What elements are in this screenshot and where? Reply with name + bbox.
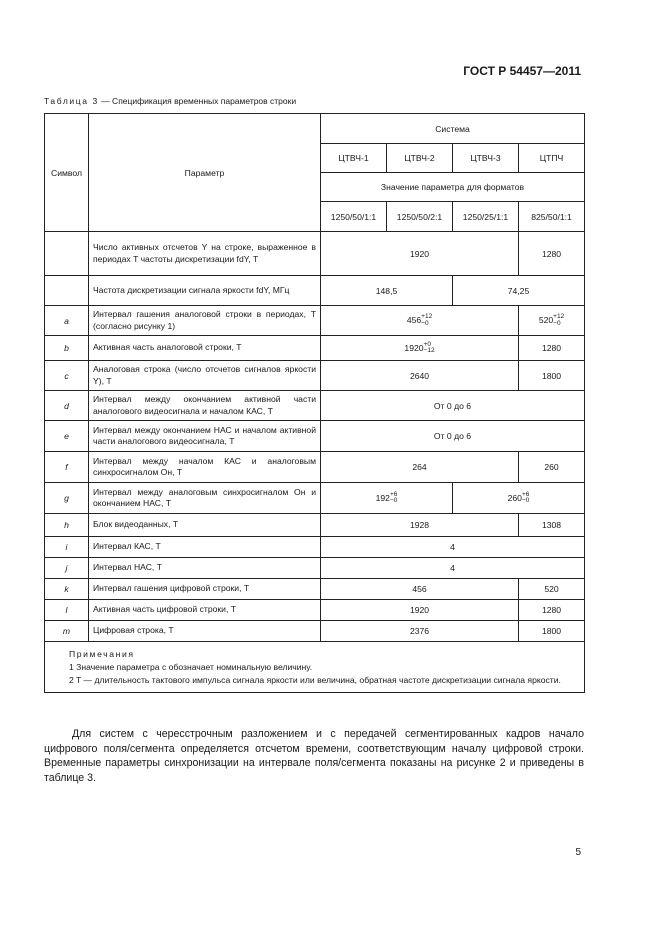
row-value: 4	[321, 537, 585, 558]
row-value: 1920	[321, 232, 519, 276]
row-parameter: Интервал между окончанием НАС и началом активной части аналогового видеосигнала, T	[89, 421, 321, 452]
tolerance-plus: +6	[521, 490, 530, 498]
format-label: 825/50/1:1	[519, 202, 585, 232]
table-row	[45, 391, 585, 421]
table-row	[45, 514, 585, 537]
system-name: ЦТВЧ-2	[387, 144, 453, 173]
row-symbol: j	[45, 558, 89, 579]
table-label: Таблица 3	[44, 96, 99, 106]
row-symbol: f	[45, 452, 89, 483]
tolerance	[424, 342, 435, 355]
row-value: 1920	[321, 600, 519, 621]
row-value	[321, 306, 519, 336]
nominal-value: 192	[375, 492, 390, 503]
header-row-system	[45, 114, 585, 144]
standard-number: ГОСТ Р 54457—2011	[463, 64, 581, 78]
row-value: 264	[321, 452, 519, 483]
row-parameter: Интервал между аналоговым синхросигналом Он и окончанием НАС, T	[89, 483, 321, 514]
row-value	[321, 483, 453, 514]
row-value	[321, 336, 519, 361]
table-row	[45, 276, 585, 306]
table-row	[45, 483, 585, 514]
row-value: От 0 до 6	[321, 421, 585, 452]
parameter-header: Параметр	[89, 114, 321, 232]
table-row	[45, 579, 585, 600]
table-row	[45, 600, 585, 621]
tolerance-plus: +0	[423, 340, 431, 348]
tolerance-plus: +6	[389, 490, 398, 498]
row-value: 1308	[519, 514, 585, 537]
row-symbol: h	[45, 514, 89, 537]
row-parameter: Активная часть цифровой строки, T	[89, 600, 321, 621]
tolerance-minus: −0	[389, 497, 398, 504]
row-symbol: d	[45, 391, 89, 421]
format-label: 1250/50/1:1	[321, 202, 387, 232]
row-symbol: c	[45, 361, 89, 391]
spec-table	[44, 113, 585, 693]
tolerance-minus: −0	[553, 319, 561, 327]
table-row	[45, 621, 585, 642]
row-symbol: l	[45, 600, 89, 621]
row-parameter: Цифровая строка, T	[89, 621, 321, 642]
row-parameter: Интервал гашения цифровой строки, T	[89, 579, 321, 600]
tolerance	[553, 314, 564, 327]
row-symbol: g	[45, 483, 89, 514]
tolerance-minus: −0	[521, 497, 530, 504]
row-value: 520	[519, 579, 585, 600]
row-value: 4	[321, 558, 585, 579]
row-symbol: a	[45, 306, 89, 336]
tolerance-minus: −12	[423, 347, 435, 354]
tolerance-plus: +12	[421, 313, 433, 320]
system-name: ЦТПЧ	[519, 144, 585, 173]
table-row	[45, 232, 585, 276]
body-paragraph	[44, 727, 584, 785]
row-parameter: Частота дискретизации сигнала яркости fdY, МГц	[89, 276, 321, 306]
note-item: 1 Значение параметра c обозначает номинальную величину.	[69, 662, 313, 672]
row-value: 74,25	[453, 276, 585, 306]
row-symbol	[45, 276, 89, 306]
tolerance	[522, 492, 529, 505]
format-value-header: Значение параметра для форматов	[321, 173, 585, 202]
format-label: 1250/25/1:1	[453, 202, 519, 232]
row-symbol: k	[45, 579, 89, 600]
page-number: 5	[575, 847, 581, 858]
row-value	[453, 483, 585, 514]
notes-title: Примечания	[69, 649, 135, 659]
table-row	[45, 558, 585, 579]
tolerance-plus: +12	[553, 313, 565, 320]
nominal-value: 520	[538, 314, 554, 325]
row-value: 1928	[321, 514, 519, 537]
row-parameter: Интервал между началом КАС и аналоговым синхросигналом Он, T	[89, 452, 321, 483]
row-value: От 0 до 6	[321, 391, 585, 421]
row-parameter: Число активных отсчетов Y на строке, выраженное в периодах T частоты дискретизации fdY, T	[89, 232, 321, 276]
nominal-value: 260	[507, 492, 522, 503]
nominal-value: 1920	[404, 342, 424, 353]
tolerance	[390, 492, 397, 505]
notes-row	[45, 642, 585, 693]
system-header: Система	[321, 114, 585, 144]
row-parameter: Блок видеоданных, T	[89, 514, 321, 537]
row-parameter: Аналоговая строка (число отсчетов сигналов яркости Y), T	[89, 361, 321, 391]
row-parameter: Интервал КАС, T	[89, 537, 321, 558]
table-row	[45, 336, 585, 361]
row-parameter: Активная часть аналоговой строки, T	[89, 336, 321, 361]
row-symbol: i	[45, 537, 89, 558]
row-parameter: Интервал НАС, T	[89, 558, 321, 579]
row-value: 148,5	[321, 276, 453, 306]
row-value: 456	[321, 579, 519, 600]
table-row	[45, 421, 585, 452]
row-value: 1800	[519, 361, 585, 391]
row-value: 2376	[321, 621, 519, 642]
row-value: 1280	[519, 232, 585, 276]
format-label: 1250/50/2:1	[387, 202, 453, 232]
system-name: ЦТВЧ-1	[321, 144, 387, 173]
symbol-header: Символ	[45, 114, 89, 232]
row-parameter: Интервал между окончанием активной части аналогового видеосигнала и началом КАС, T	[89, 391, 321, 421]
row-value: 1280	[519, 600, 585, 621]
row-symbol: e	[45, 421, 89, 452]
table-caption	[44, 96, 296, 106]
row-symbol	[45, 232, 89, 276]
system-name: ЦТВЧ-3	[453, 144, 519, 173]
notes	[45, 642, 585, 693]
table-row	[45, 361, 585, 391]
nominal-value: 456	[406, 314, 422, 325]
note-item: 2 T — длительность тактового импульса сигнала яркости или величина, обратная частоте дискретизации сигнала яркости.	[69, 675, 561, 685]
row-symbol: m	[45, 621, 89, 642]
row-value: 2640	[321, 361, 519, 391]
row-symbol: b	[45, 336, 89, 361]
paragraph-text: Для систем с чересстрочным разложением и с передачей сегментированных кадров начало цифрового поля/сегмента определяется отсчетом времени, соответствующим началу цифровой строки. Временные параметры синхронизации на интервале поля/сегмента показаны на рисунке 2 и приведены в таблице 3.	[44, 728, 584, 784]
row-value: 1800	[519, 621, 585, 642]
table-title: — Спецификация временных параметров строки	[98, 96, 297, 106]
table-row	[45, 452, 585, 483]
row-value	[519, 306, 585, 336]
tolerance-minus: −0	[421, 319, 429, 327]
tolerance	[421, 314, 432, 327]
table-row	[45, 306, 585, 336]
row-value: 1280	[519, 336, 585, 361]
row-parameter: Интервал гашения аналоговой строки в периодах, T (согласно рисунку 1)	[89, 306, 321, 336]
row-value: 260	[519, 452, 585, 483]
table-row	[45, 537, 585, 558]
